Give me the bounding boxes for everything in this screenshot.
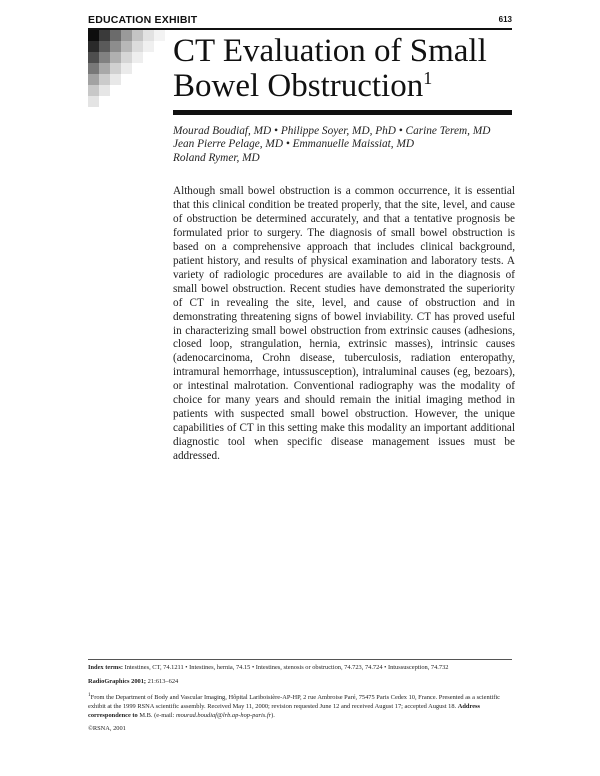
correspondence-email[interactable]: mourad.boudiaf@lrb.ap-hop-paris.fr: [175, 711, 272, 719]
author-line: Roland Rymer, MD: [173, 151, 260, 164]
author-line: Jean Pierre Pelage, MD • Emmanuelle Maissiat, MD: [173, 138, 415, 151]
affiliation-marker: 1: [88, 692, 91, 699]
article-title-text: CT Evaluation of Small Bowel Obstruction: [173, 33, 487, 104]
title-rule: [173, 110, 512, 115]
journal-ref: 21:613–624: [147, 677, 179, 685]
abstract-paragraph: Although small bowel obstruction is a common occurrence, it is essential that this clinical condition be treated properly, that the site, level, and cause of obstruction be determined accurately, and that a tentative prognosis be formulated prior to surgery. The diagnosis of small bowel obstruction is based on a comprehensive approach that includes clinical background, patient history, and results of physical examination and laboratory tests. A variety of radiologic procedures are available to aid in the diagnosis of small bowel obstruction. Recent studies have demonstrated the superiority of CT in revealing the site, level, and cause of obstruction and in demonstrating threatening signs of bowel inviability. CT has proved useful in characterizing small bowel obstruction from extrinsic causes (adhesions, closed loop, strangulation, hernia, extrinsic masses), intrinsic causes (adenocarcinoma, Crohn disease, tuberculosis, radiation enteropathy, intramural hemorrhage, intussusception), intraluminal causes (eg, bezoars), or intestinal malrotation. Conventional radiography was the modality of choice for many years and should remain the initial imaging method in patients with suspected small bowel obstruction. However, the unique capabilities of CT in this setting make this modality an important additional diagnostic tool when specific disease management issues must be addressed.: [173, 185, 515, 463]
author-list: [173, 125, 518, 165]
correspondence-name: M.B. (e-mail:: [139, 711, 175, 719]
page-number: 613: [498, 15, 512, 24]
article-title: [173, 34, 513, 104]
correspondence-label: Address correspondence to: [88, 702, 481, 719]
section-label: EDUCATION EXHIBIT: [88, 14, 198, 26]
copyright-notice: ©RSNA, 2001: [88, 725, 126, 733]
footnotes: [88, 664, 512, 739]
decorative-gradient-mosaic: [88, 30, 165, 110]
journal-label: RadioGraphics 2001;: [88, 677, 147, 685]
journal-citation: [88, 678, 512, 687]
index-terms: [88, 664, 512, 673]
author-line: Mourad Boudiaf, MD • Philippe Soyer, MD, PhD • Carine Terem, MD: [173, 125, 491, 137]
correspondence-end: ).: [271, 711, 275, 719]
affiliation-note: [88, 691, 512, 720]
title-footnote-marker: 1: [423, 68, 433, 88]
index-terms-label: Index terms:: [88, 664, 123, 671]
footnote-rule: [88, 659, 512, 660]
index-terms-text: Intestines, CT, 74.1211 • Intestines, hernia, 74.15 • Intestines, stenosis or obstruction, 74.723, 74.724 • Intussusception, 74.732: [124, 664, 449, 671]
affiliation-text: From the Department of Body and Vascular Imaging, Hôpital Lariboisière-AP-HP, 2 rue Ambroise Paré, 75475 Paris Cedex 10, France. Presented as a scientific exhibit at the 1999 RSNA scientific assembly. Received May 11, 2000; revision requested June 12 and received August 17; accepted August 18.: [88, 694, 500, 710]
